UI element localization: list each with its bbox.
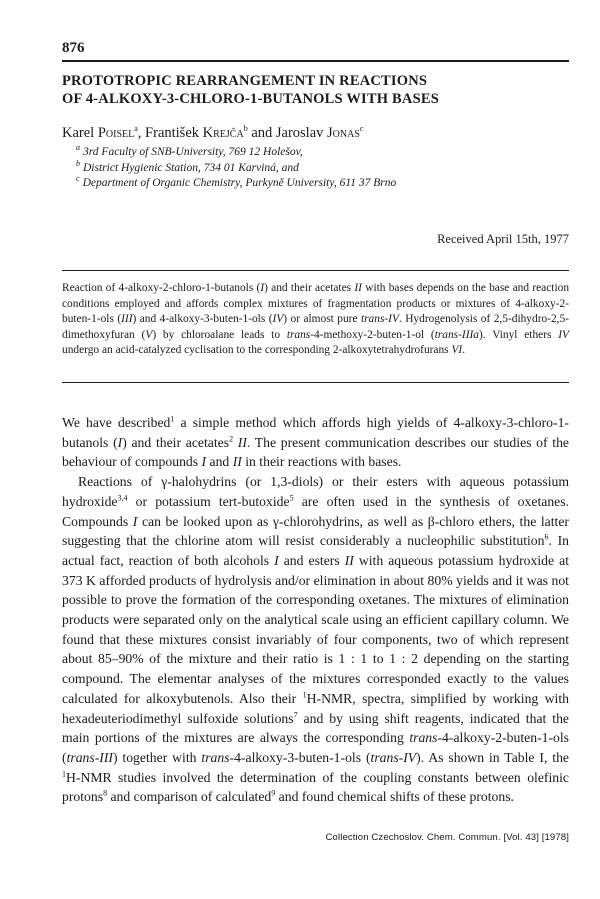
affiliations: [76, 145, 566, 192]
received-date: Received April 15th, 1977: [437, 232, 569, 246]
abstract-text: Reaction of 4-alkoxy-2-chloro-1-butanols (I) and their acetates II with bases depends on the base and reaction conditions employed and affords complex mixtures of fragmentation products or mixtures of 4-alkoxy-2-buten-1-ols (III) and 4-alkoxy-3-buten-1-ols (IV) or almost pure trans-IV. Hydrogenolysis of 2,5-dihydro-2,5-dimethoxyfuran (V) by chloroalane leads to trans-4-methoxy-2-buten-1-ol (trans-IIIa). Vinyl ethers IV undergo an acid-catalyzed cyclisation to the corresponding 2-alkoxytetrahydrofurans VI.: [62, 282, 570, 357]
body-paragraph: Reactions of γ-halohydrins (or 1,3-diols) or their esters with aqueous potassium hydroxide$^{3,4}$ or potassium tert-butoxide$^5$ are often used in the synthesis of oxetanes. Compounds I can be looked upon as γ-chlorohydrins, as well as β-chloro ethers, the latter suggesting that the chlorine atom will resist considerably a nucleophilic substitution$^6$. In actual fact, reaction of both alcohols I and esters II with aqueous potassium hydroxide at 373 K afforded products of hydrolysis and/or elimination in about 80% yields and it was not possible to prove the formation of the corresponding oxetanes. The mixtures of elimination products were separated only on the analytical scale using an efficient capillary column. We found that these mixtures consist invariably of four components, two of which represent about 85–90% of the mixture and their ratio is 1 : 1 to 1 : 2 depending on the starting compound. The elementar analyses of the mixtures corresponded exactly to the values calculated for alkoxybutenols. Also their $^1$H-NMR, spectra, simplified by working with hexadeuteriodimethyl sulfoxide solutions$^7$ and by using shift reagents, indicated that the main portions of the mixtures are always the corresponding trans-4-alkoxy-2-buten-1-ols (trans-III) together with trans-4-alkoxy-3-buten-1-ols (trans-IV). As shown in Table I, the $^1$H-NMR studies involved the determination of the coupling constants between olefinic protons$^8$ and comparison of calculated$^9$ and found chemical shifts of these protons.: [62, 474, 569, 805]
title-line-1: PROTOTROPIC REARRANGEMENT IN REACTIONS: [62, 73, 428, 89]
affiliation-line: $^b$ District Hygienic Station, 734 01 Karviná, and: [76, 158, 299, 174]
affiliation-line: $^c$ Department of Organic Chemistry, Purkyně University, 611 37 Brno: [76, 174, 397, 189]
citation-ref: 8: [103, 788, 108, 798]
citation-ref: 7: [293, 709, 298, 719]
affiliation-line: $^a$ 3rd Faculty of SNB-University, 769 12 Holešov,: [76, 143, 303, 158]
abstract: [62, 281, 569, 359]
author-name: Jaroslav Jonas$^c$: [275, 124, 364, 141]
header-rule: [62, 60, 569, 62]
citation-ref: 9: [271, 788, 276, 798]
citation-ref: 5: [289, 493, 294, 503]
abstract-top-rule: [62, 270, 569, 271]
title-line-2: OF 4-ALKOXY-3-CHLORO-1-BUTANOLS WITH BASES: [62, 91, 439, 107]
article-body: [62, 413, 569, 807]
citation-ref: 2: [229, 434, 234, 444]
body-paragraph: We have described$^1$ a simple method which affords high yields of 4-alkoxy-3-chloro-1-butanols (I) and their acetates$^2$ II. The present communication describes our studies of the behaviour of compounds I and II in their reactions with bases.: [62, 414, 570, 470]
citation-ref: 6: [544, 532, 549, 542]
author-list: Karel Poisel$^a$, František Krejča$^b$ and Jaroslav Jonas$^c$: [62, 124, 364, 141]
page-number: 876: [62, 40, 85, 56]
journal-footer: Collection Czechoslov. Chem. Commun. [Vol. 43] [1978]: [325, 832, 569, 843]
citation-ref: 3,4: [117, 493, 128, 503]
abstract-bottom-rule: [62, 382, 569, 383]
author-name: Karel Poisel$^a$: [62, 124, 138, 141]
article-title: [62, 72, 562, 108]
author-name: František Krejča$^b$: [145, 124, 248, 141]
citation-ref: 1: [170, 414, 175, 424]
